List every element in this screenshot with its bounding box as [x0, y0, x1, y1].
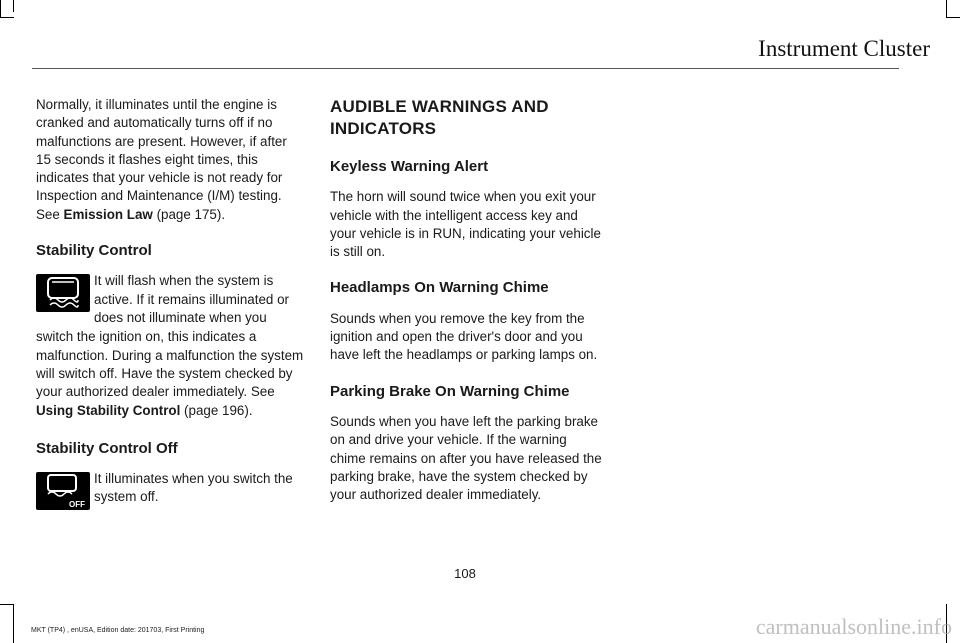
stability-control-paragraph: [36, 328, 304, 419]
intro-page-ref: (page 175).: [152, 206, 226, 222]
crop-mark: [946, 0, 947, 18]
crop-mark: [0, 604, 14, 605]
crop-mark: [13, 0, 14, 12]
crop-mark: [13, 605, 14, 643]
crop-mark: [0, 0, 1, 18]
edition-footer: MKT (TP4) , enUSA, Edition date: 201703, First Printing: [31, 627, 205, 634]
off-icon-label: OFF: [69, 500, 85, 510]
stability-control-off-icon: [36, 472, 90, 510]
parking-brake-heading: Parking Brake On Warning Chime: [330, 382, 570, 400]
page-number: 108: [454, 566, 476, 581]
stability-control-text: switch the ignition on, this indicates a malfunction. During a malfunction the system will switch off. Have the system checked by your authorized dealer immediately. See: [36, 329, 304, 400]
parking-brake-text: Sounds when you have left the parking brake on and drive your vehicle. If the warning chime remains on after you have released the parking brake, have the system checked by your authorized dealer immediately.: [330, 413, 602, 503]
left-column: [36, 96, 304, 526]
using-stability-control-link[interactable]: Using Stability Control: [36, 402, 181, 418]
page-title: Instrument Cluster: [758, 36, 930, 61]
keyless-warning-heading: Keyless Warning Alert: [330, 158, 489, 175]
header-divider: [32, 68, 899, 69]
headlamps-warning-text: Sounds when you remove the key from the ignition and open the driver's door and you have left the headlamps or parking lamps on.: [330, 310, 598, 363]
headlamps-warning-heading: Headlamps On Warning Chime: [330, 279, 549, 297]
stability-control-icon: [36, 274, 90, 312]
crop-mark: [946, 17, 960, 18]
stability-page-ref: (page 196).: [180, 402, 253, 418]
stability-control-off-block: [36, 470, 304, 526]
stability-control-text-wrap: It will flash when the system is active. If it remains illuminated or does not illuminate when you: [94, 273, 289, 325]
crop-mark: [0, 17, 14, 18]
emission-law-link[interactable]: Emission Law: [63, 206, 153, 222]
stability-control-off-text: It illuminates when you switch the system off.: [94, 471, 293, 505]
intro-paragraph: [36, 96, 304, 224]
stability-control-block: [36, 272, 304, 328]
intro-text: Normally, it illuminates until the engine is cranked and automatically turns off if no malfunctions are present. However, if after 15 seconds it flashes eight times, this indicates that your vehicle is not ready for Inspection and Maintenance (I/M) testing. See: [36, 97, 287, 222]
stability-control-heading: Stability Control: [36, 242, 152, 260]
right-column: [330, 96, 602, 504]
keyless-warning-text: The horn will sound twice when you exit your vehicle with the intelligent access key and your vehicle is in RUN, indicating your vehicle is still on.: [330, 189, 601, 260]
stability-control-off-heading: Stability Control Off: [36, 439, 178, 457]
watermark: carmanualsonline.info: [755, 614, 952, 639]
section-title: AUDIBLE WARNINGS AND INDICATORS: [330, 97, 549, 138]
